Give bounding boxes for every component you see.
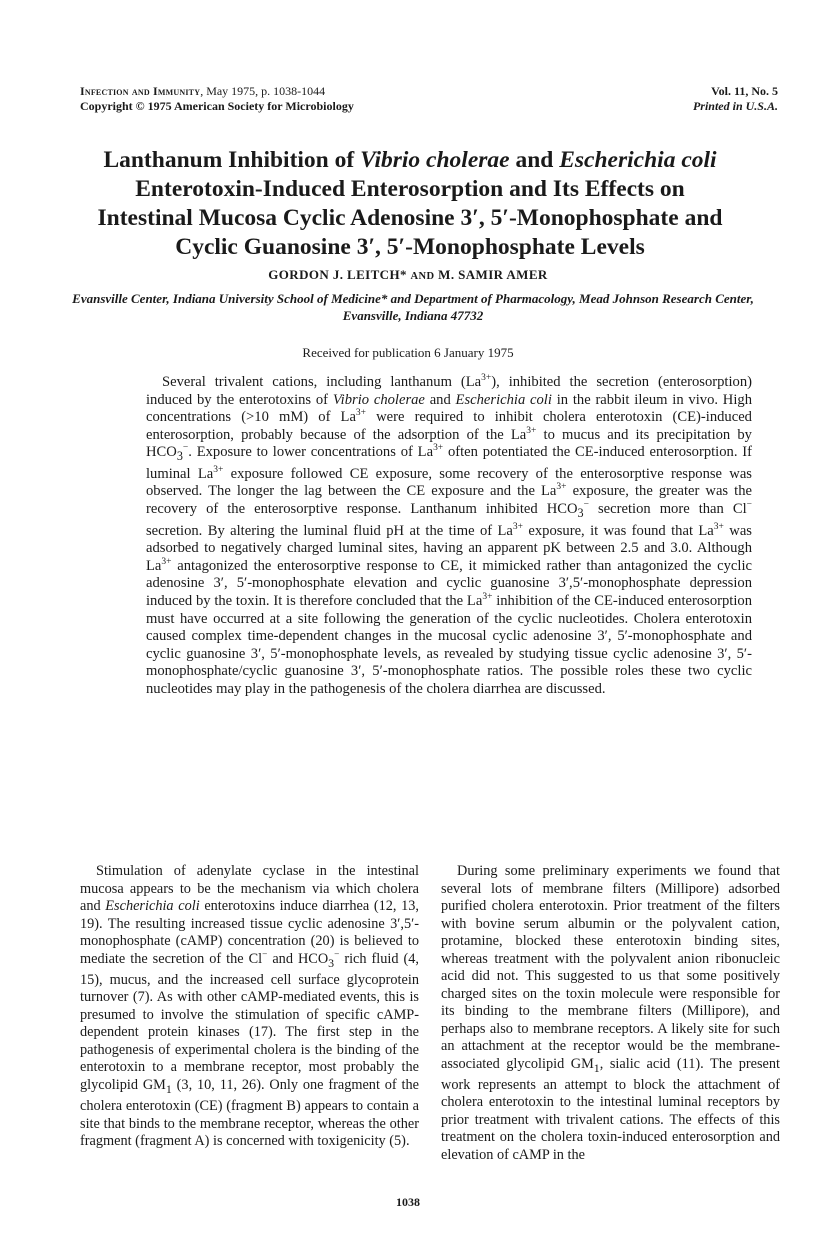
authors: GORDON J. LEITCH* AND M. SAMIR AMER: [268, 267, 548, 282]
page-number: 1038: [396, 1195, 420, 1209]
journal-header: [80, 84, 354, 114]
copyright: Copyright © 1975 American Society for Microbiology: [80, 99, 354, 113]
title-line: Intestinal Mucosa Cyclic Adenosine 3′, 5′-Monophosphate and: [97, 205, 723, 231]
title-line: Enterotoxin-Induced Enterosorption and Its Effects on: [135, 176, 685, 202]
title-line: Cyclic Guanosine 3′, 5′-Monophosphate Levels: [175, 234, 645, 260]
author: GORDON J. LEITCH*: [268, 267, 407, 282]
received-date: Received for publication 6 January 1975: [302, 345, 514, 360]
volume-header: [693, 84, 778, 114]
body-column-right: During some preliminary experiments we found that several lots of membrane filters (Millipore) adsorbed purified cholera enterotoxin. Prior treatment of the filters with bovine serum albumin or the polyvalent cation, protamine, blocked these enterotoxin binding sites, whereas treatment with the polyvalent anion ribonucleic acid did not. This suggested to us that some positively charged sites on the toxin molecule were responsible for its binding to the membrane filters (Millipore), and perhaps also to membrane receptors. A likely site for such an attachment at the receptor would be the membrane-associated glycolipid $GM_1$, sialic acid (11). The present work represents an attempt to block the attachment of cholera enterotoxin to the intestinal luminal receptors by prior treatment with trivalent cations. The effects of this treatment on the cholera toxin-induced enterosorption and elevation of cAMP in the: [441, 863, 780, 1163]
issue-info: , May 1975, p. 1038-1044: [200, 84, 326, 98]
affiliation: Evansville Center, Indiana University School of Medicine* and Department of Pharmacology, Mead Johnson Research Center, Evansville, Indiana 47732: [72, 291, 754, 323]
author: M. SAMIR AMER: [438, 267, 548, 282]
article-title: Lanthanum Inhibition of Vibrio cholerae and Escherichia coli Enterotoxin-Induced Enterosorption and Its Effects on Intestinal Mucosa Cyclic Adenosine 3′, 5′-Monophosphate and Cyclic Guanosine 3′, 5′-Monophosphate Levels: [60, 146, 760, 262]
journal-name: Infection and Immunity: [80, 84, 201, 98]
abstract: Several trivalent cations, including lanthanum $(La^{3+})$, inhibited the secretion (enterosorption) induced by the enterotoxins of Vibrio cholerae and Escherichia coli in the rabbit ileum in vivo. High concentrations (>10 mM) of $La^{3+}$ were required to inhibit cholera enterotoxin (CE)-induced enterosorption, probably because of the adsorption of the $La^{3+}$ to mucus and its precipitation by $HCO_3^-$. Exposure to lower concentrations of $La^{3+}$ often potentiated the CE-induced enterosorption. If luminal $La^{3+}$ exposure followed CE exposure, some recovery of the enterosorptive response was observed. The longer the lag between the CE exposure and the $La^{3+}$ exposure, the greater was the recovery of the enterosorptive response. Lanthanum inhibited $HCO_3^-$ secretion more than Cl− secretion. By altering the luminal fluid pH at the time of $La^{3+}$ exposure, it was found that $La^{3+}$ was adsorbed to negatively charged luminal sites, having an apparent pK between 2.5 and 3.0. Although $La^{3+}$ antagonized the enterosorptive response to CE, it mimicked rather than antagonized the cyclic adenosine 3′, 5′-monophosphate elevation and cyclic guanosine 3′,5′-monophosphate depression induced by the toxin. It is therefore concluded that the $La^{3+}$ inhibition of the CE-induced enterosorption must have occurred at a site following the generation of the cyclic nucleotides. Cholera enterotoxin caused complex time-dependent changes in the mucosal cyclic adenosine 3′, 5′-monophosphate and cyclic guanosine 3′, 5′-monophosphate levels, as revealed by studying tissue cyclic adenosine 3′, 5′-monophosphate/cyclic guanosine 3′, 5′-monophosphate ratios. The possible roles these two cyclic nucleotides may play in the pathogenesis of the cholera diarrhea are discussed.: [146, 373, 753, 697]
printed-in: Printed in U.S.A.: [692, 99, 778, 113]
body-column-left: Stimulation of adenylate cyclase in the intestinal mucosa appears to be the mechanism via which cholera and Escherichia coli enterotoxins induce diarrhea (12, 13, 19). The resulting increased tissue cyclic adenosine 3′,5′-monophosphate (cAMP) concentration (20) is believed to mediate the secretion of the Cl− and $HCO_3^-$ rich fluid (4, 15), mucus, and the increased cell surface glycoprotein turnover (7). As with other cAMP-mediated events, this is presumed to involve the stimulation of specific cAMP-dependent protein kinases (17). The first step in the pathogenesis of experimental cholera is the binding of the enterotoxin to a membrane receptor, most probably the glycolipid $GM_1$ (3, 10, 11, 26). Only one fragment of the cholera enterotoxin (CE) (fragment B) appears to contain a site that binds to the membrane receptor, whereas the other fragment (fragment A) is concerned with toxigenicity (5).: [80, 863, 420, 1150]
volume-info: Vol. 11, No. 5: [711, 84, 778, 98]
